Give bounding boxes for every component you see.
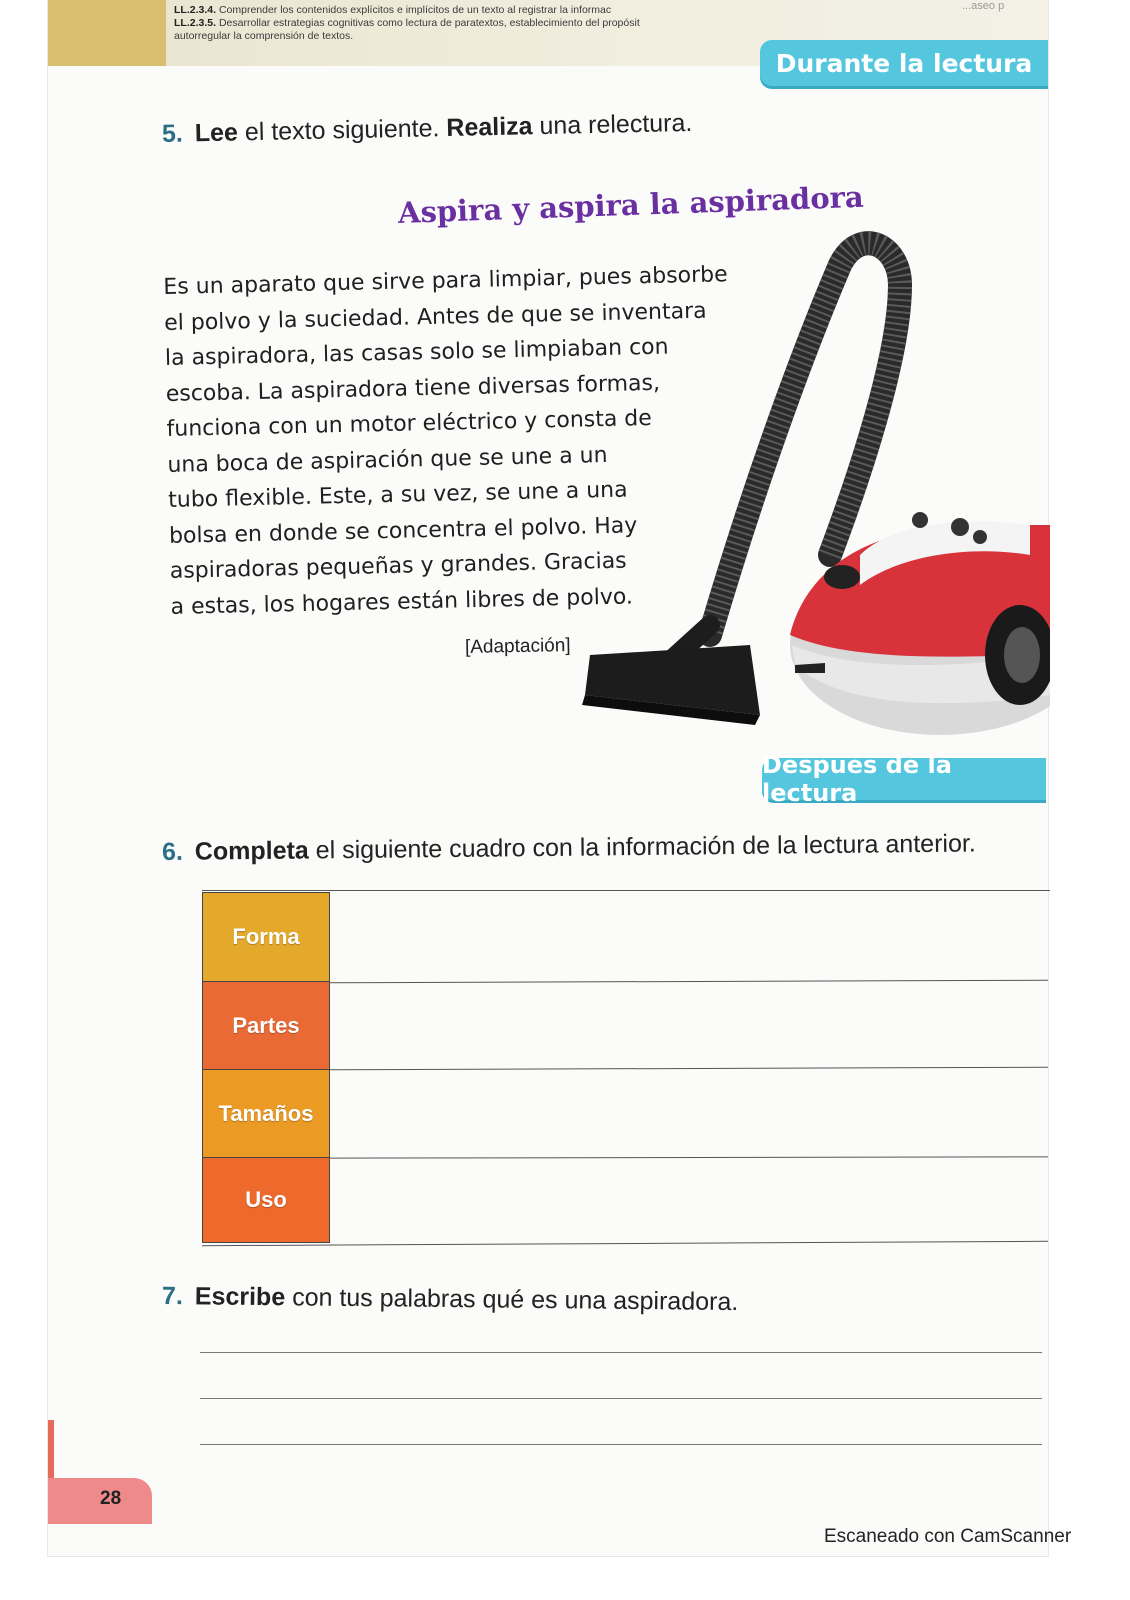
story-line: escoba. La aspiradora tiene diversas formas, [165,370,661,407]
corner-note: ...aseo p [962,0,1005,12]
question-verb: Escribe [194,1282,286,1312]
question-number: 7. [161,1282,184,1311]
source-note: [Adaptación] [464,635,571,658]
table-row-header: Partes [202,982,330,1070]
question-5: 5. Lee el texto siguiente. Realiza una relectura. [161,108,693,148]
skill-line: LL.2.3.5. Desarrollar estrategias cognitivas como lectura de paratextos, establecimiento del propósit [174,17,640,29]
story-line: funciona con un motor eléctrico y consta de [166,405,653,442]
page-number: 28 [100,1488,122,1509]
header-accent [48,0,166,66]
writing-line[interactable] [200,1398,1042,1399]
skill-line: autorregular la comprensión de textos. [174,30,354,42]
scanner-watermark: Escaneado con CamScanner [824,1526,1072,1547]
tab-during-reading: Durante la lectura [760,40,1048,86]
story-line: aspiradoras pequeñas y grandes. Gracias [169,548,627,584]
writing-line[interactable] [200,1352,1042,1353]
story-title: Aspira y aspira la aspiradora [397,179,865,230]
table-row-header: Forma [202,892,330,982]
story-line: Es un aparato que sirve para limpiar, pues absorbe [163,262,728,300]
question-verb: Completa [194,836,309,866]
question-7: 7. Escribe con tus palabras qué es una aspiradora. [161,1282,739,1317]
story-line: el polvo y la suciedad. Antes de que se inventara [163,298,707,336]
vacuum-cleaner-illustration [560,225,1050,735]
story-line: bolsa en donde se concentra el polvo. Hay [168,512,638,549]
question-number: 6. [161,837,183,866]
page-number-badge [48,1478,152,1524]
page-edge-accent [48,1420,54,1480]
question-verb: Lee [194,118,239,148]
question-number: 5. [161,119,184,148]
skill-line: LL.2.3.4. Comprender los contenidos explícitos e implícitos de un texto al registrar la informac [174,4,612,16]
story-line: una boca de aspiración que se une a un [167,442,608,478]
question-verb: Realiza [446,112,533,143]
table-row-header: Tamaños [202,1070,330,1158]
story-line: tubo flexible. Este, a su vez, se une a una [167,477,628,513]
tab-after-reading: Después de la lectura [762,758,1046,800]
story-line: a estas, los hogares están libres de polvo. [170,583,634,620]
table-row-header: Uso [202,1158,330,1243]
table-line [202,890,1050,891]
skills-block [174,4,734,43]
story-line: la aspiradora, las casas solo se limpiaban con [164,334,669,371]
info-table [202,892,330,1243]
question-6: 6. Completa el siguiente cuadro con la información de la lectura anterior. [161,829,976,866]
writing-line[interactable] [200,1444,1042,1445]
